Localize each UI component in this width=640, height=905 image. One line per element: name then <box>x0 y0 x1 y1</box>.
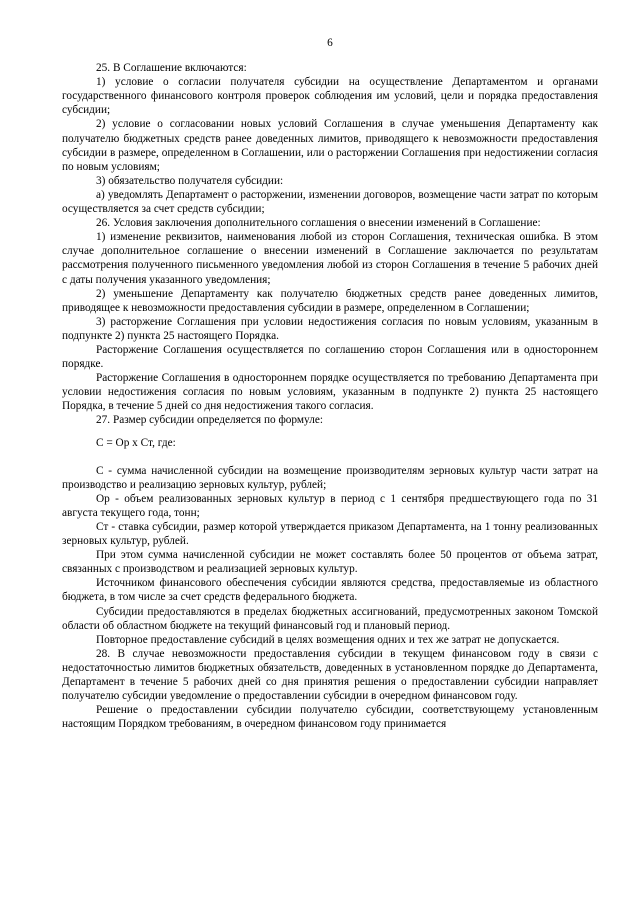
paragraph-27-heading: 27. Размер субсидии определяется по формуле: <box>96 414 323 427</box>
page-number: 6 <box>327 37 333 49</box>
paragraph-25-item-2: 2) условие о согласовании новых условий Соглашения в случае уменьшения Департаменту как получателю бюджетных средств ранее доведенных лимитов, приводящего к невозможности предоставления субсидии в размере, определенном в Соглашении, или о расторжении Соглашения при недостижении согласия по новым условиям; <box>62 118 598 173</box>
paragraph-subsidy-limit: При этом сумма начисленной субсидии не может составлять более 50 процентов от объема затрат, связанных с производством и реализацией зерновых культур. <box>62 549 598 576</box>
subsidy-formula: С = Ор х Ст, где: <box>96 436 176 449</box>
paragraph-funding-source: Источником финансового обеспечения субсидии являются средства, предоставляемые из областного бюджета, в том числе за счет средств федерального бюджета. <box>62 577 598 604</box>
paragraph-25-heading: 25. В Соглашение включаются: <box>96 62 247 75</box>
paragraph-26-heading: 26. Условия заключения дополнительного соглашения о внесении изменений в Соглашение: <box>96 217 541 230</box>
paragraph-budget-allocations: Субсидии предоставляются в пределах бюджетных ассигнований, предусмотренных законом Томской области об областном бюджете на текущий финансовый год и плановый период. <box>62 605 598 632</box>
paragraph-25-item-3a: а) уведомлять Департамент о расторжении, изменении договоров, возмещение части затрат по которым осуществляется за счет средств субсидии; <box>62 188 598 216</box>
paragraph-25-item-1: 1) условие о согласии получателя субсидии на осуществление Департаментом и органами государственного финансового контроля проверок соблюдения им условий, цели и порядка предоставления субсидии; <box>62 76 598 117</box>
formula-definition-st: Ст - ставка субсидии, размер которой утверждается приказом Департамента, на 1 тонну реализованных зерновых культур, рублей. <box>62 521 598 548</box>
paragraph-termination-agreement: Расторжение Соглашения осуществляется по соглашению сторон Соглашения или в одностороннем порядке. <box>62 343 598 371</box>
paragraph-decision-next-year: Решение о предоставлении субсидии получателю субсидии, соответствующему установленным настоящим Порядком требованиям, в очередном финансовом году принимается <box>62 704 598 731</box>
paragraph-no-repeat: Повторное предоставление субсидий в целях возмещения одних и тех же затрат не допускается. <box>96 633 560 646</box>
paragraph-28: 28. В случае невозможности предоставления субсидии в текущем финансовом году в связи с недостаточностью лимитов бюджетных обязательств, доведенных в установленном порядке до Департамента, Департамент в течение 5 рабочих дней со дня принятия решения о предоставлении субсидии направляет получателю субсидии уведомление о предоставлении субсидии в очередном финансовом году. <box>62 647 598 703</box>
formula-definition-c: С - сумма начисленной субсидии на возмещение производителям зерновых культур части затрат на производство и реализацию зерновых культур, рублей; <box>62 464 598 491</box>
formula-definition-or: Ор - объем реализованных зерновых культур в период с 1 сентября предшествующего года по 31 августа текущего года, тонн; <box>62 492 598 519</box>
paragraph-25-item-3: 3) обязательство получателя субсидии: <box>96 174 284 187</box>
paragraph-26-item-1: 1) изменение реквизитов, наименования любой из сторон Соглашения, техническая ошибка. В этом случае дополнительное соглашение о внесении изменений в Соглашение заключается по результатам рассмотрения полученного письменного уведомления любой из сторон Соглашения в течение 5 рабочих дней с даты получения указанного уведомления; <box>62 231 598 286</box>
paragraph-26-item-3: 3) расторжение Соглашения при условии недостижения согласия по новым условиям, указанным в подпункте 2) пункта 25 настоящего Порядка. <box>62 315 598 342</box>
paragraph-termination-unilateral: Расторжение Соглашения в одностороннем порядке осуществляется по требованию Департамента при условии недостижения согласия по новым условиям, указанным в подпункте 2) пункта 25 настоящего Порядка, в течение 5 дней со дня недостижения такого согласия. <box>62 372 598 413</box>
paragraph-26-item-2: 2) уменьшение Департаменту как получателю бюджетных средств ранее доведенных лимитов, приводящее к невозможности предоставления субсидии в размере, определенном в Соглашении; <box>62 287 598 314</box>
document-page <box>62 36 598 731</box>
